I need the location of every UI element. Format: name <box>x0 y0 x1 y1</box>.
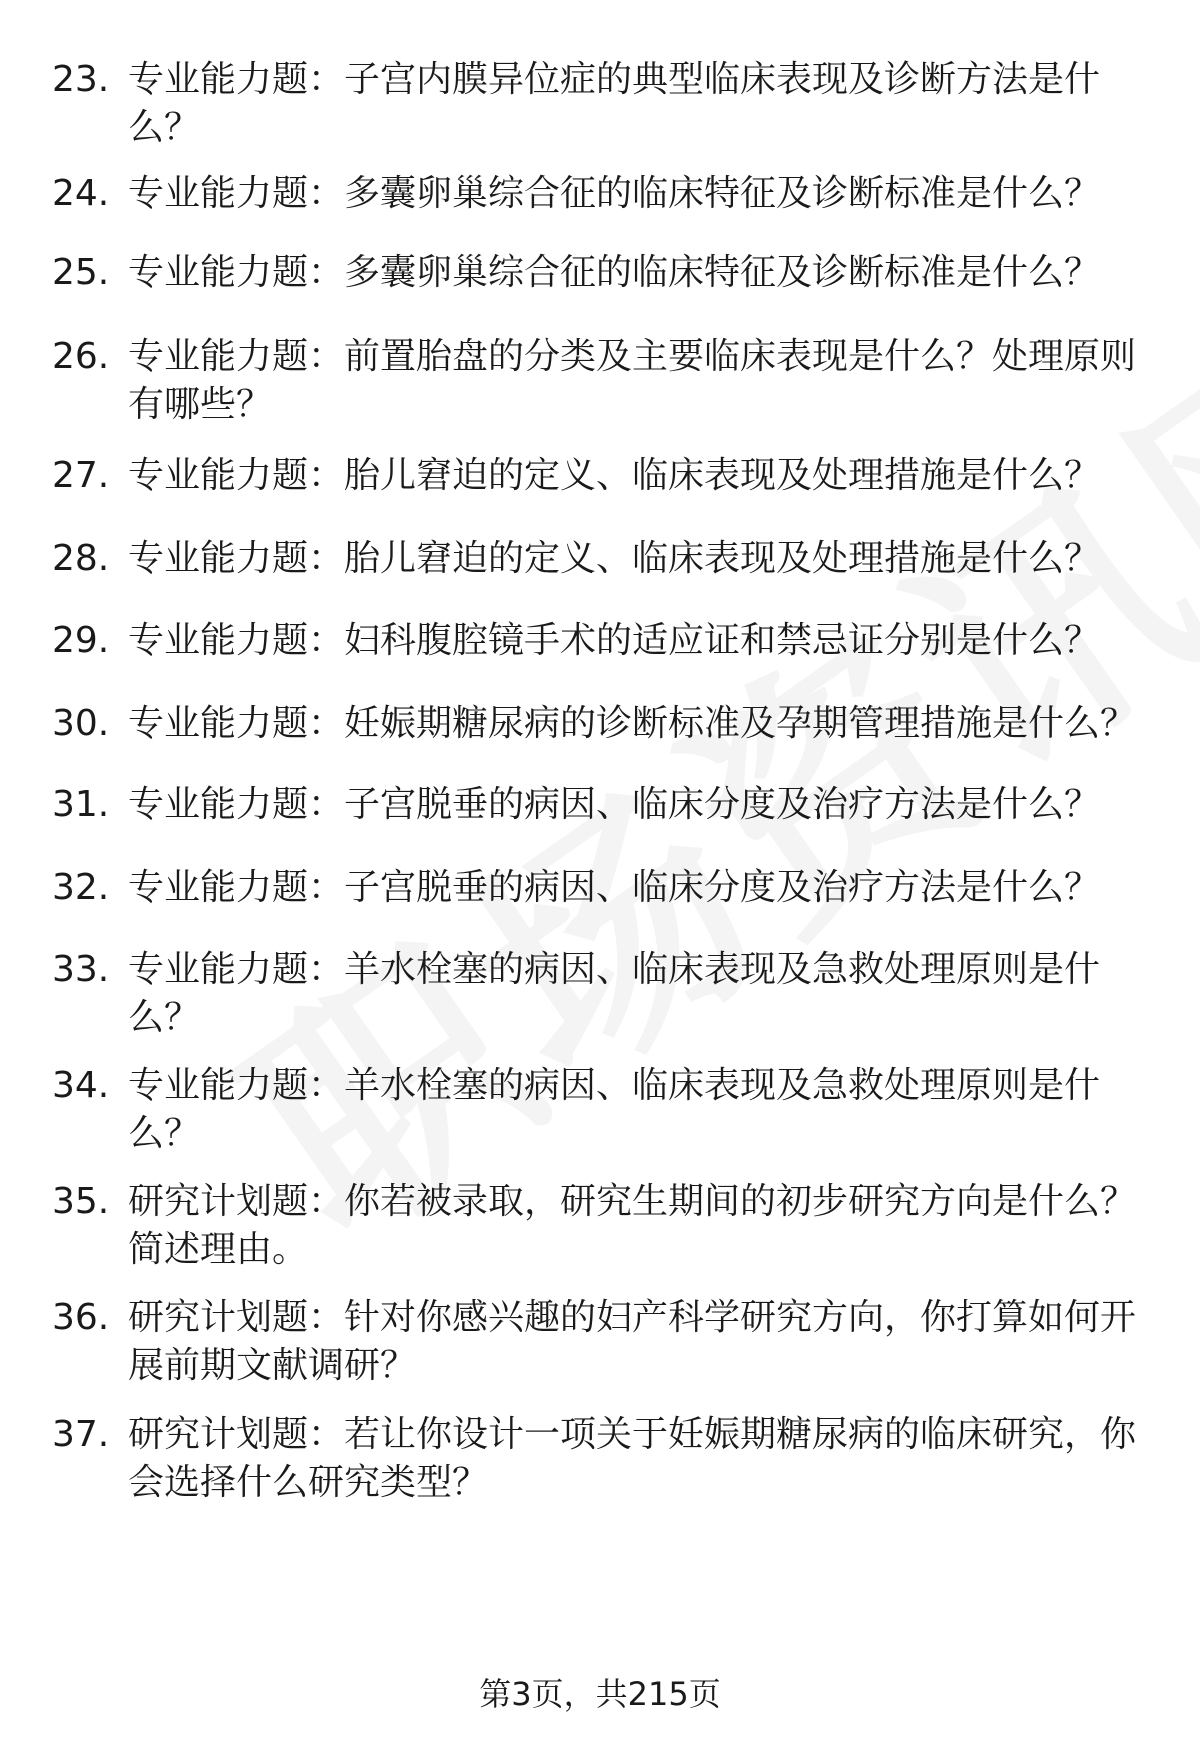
item-number: 32. <box>52 867 110 908</box>
item-text: 研究计划题：针对你感兴趣的妇产科学研究方向，你打算如何开展前期文献调研？ <box>128 1297 1137 1386</box>
item-text: 专业能力题：子宫脱垂的病因、临床分度及治疗方法是什么？ <box>128 867 1101 908</box>
item-number: 25. <box>52 252 110 293</box>
item-text: 专业能力题：子宫内膜异位症的典型临床表现及诊断方法是什么？ <box>128 59 1101 148</box>
item-text: 专业能力题：多囊卵巢综合征的临床特征及诊断标准是什么？ <box>128 173 1101 214</box>
item-number: 27. <box>52 455 110 496</box>
item-text: 研究计划题：若让你设计一项关于妊娠期糖尿病的临床研究，你会选择什么研究类型？ <box>128 1414 1137 1503</box>
item-number: 34. <box>52 1065 110 1106</box>
item-text: 专业能力题：妇科腹腔镜手术的适应证和禁忌证分别是什么？ <box>128 620 1101 661</box>
item-number: 26. <box>52 336 110 377</box>
item-number: 36. <box>52 1297 110 1338</box>
item-text: 专业能力题：子宫脱垂的病因、临床分度及治疗方法是什么？ <box>128 784 1101 825</box>
item-number: 35. <box>52 1181 110 1222</box>
item-number: 29. <box>52 620 110 661</box>
item-number: 31. <box>52 784 110 825</box>
item-text: 专业能力题：多囊卵巢综合征的临床特征及诊断标准是什么？ <box>128 252 1101 293</box>
item-number: 28. <box>52 538 110 579</box>
item-number: 33. <box>52 949 110 990</box>
item-text: 专业能力题：羊水栓塞的病因、临床表现及急救处理原则是什么？ <box>128 1065 1101 1154</box>
item-text: 专业能力题：胎儿窘迫的定义、临床表现及处理措施是什么？ <box>128 538 1101 579</box>
page-footer: 第3页，共215页 <box>479 1675 721 1713</box>
item-number: 30. <box>52 703 110 744</box>
item-number: 24. <box>52 173 110 214</box>
item-text: 专业能力题：羊水栓塞的病因、临床表现及急救处理原则是什么？ <box>128 949 1101 1038</box>
item-number: 37. <box>52 1414 110 1455</box>
item-text: 研究计划题：你若被录取，研究生期间的初步研究方向是什么？简述理由。 <box>128 1181 1137 1270</box>
item-number: 23. <box>52 59 110 100</box>
item-text: 专业能力题：妊娠期糖尿病的诊断标准及孕期管理措施是什么？ <box>128 703 1137 744</box>
item-text: 专业能力题：前置胎盘的分类及主要临床表现是什么？处理原则有哪些？ <box>128 336 1137 425</box>
item-text: 专业能力题：胎儿窘迫的定义、临床表现及处理措施是什么？ <box>128 455 1101 496</box>
